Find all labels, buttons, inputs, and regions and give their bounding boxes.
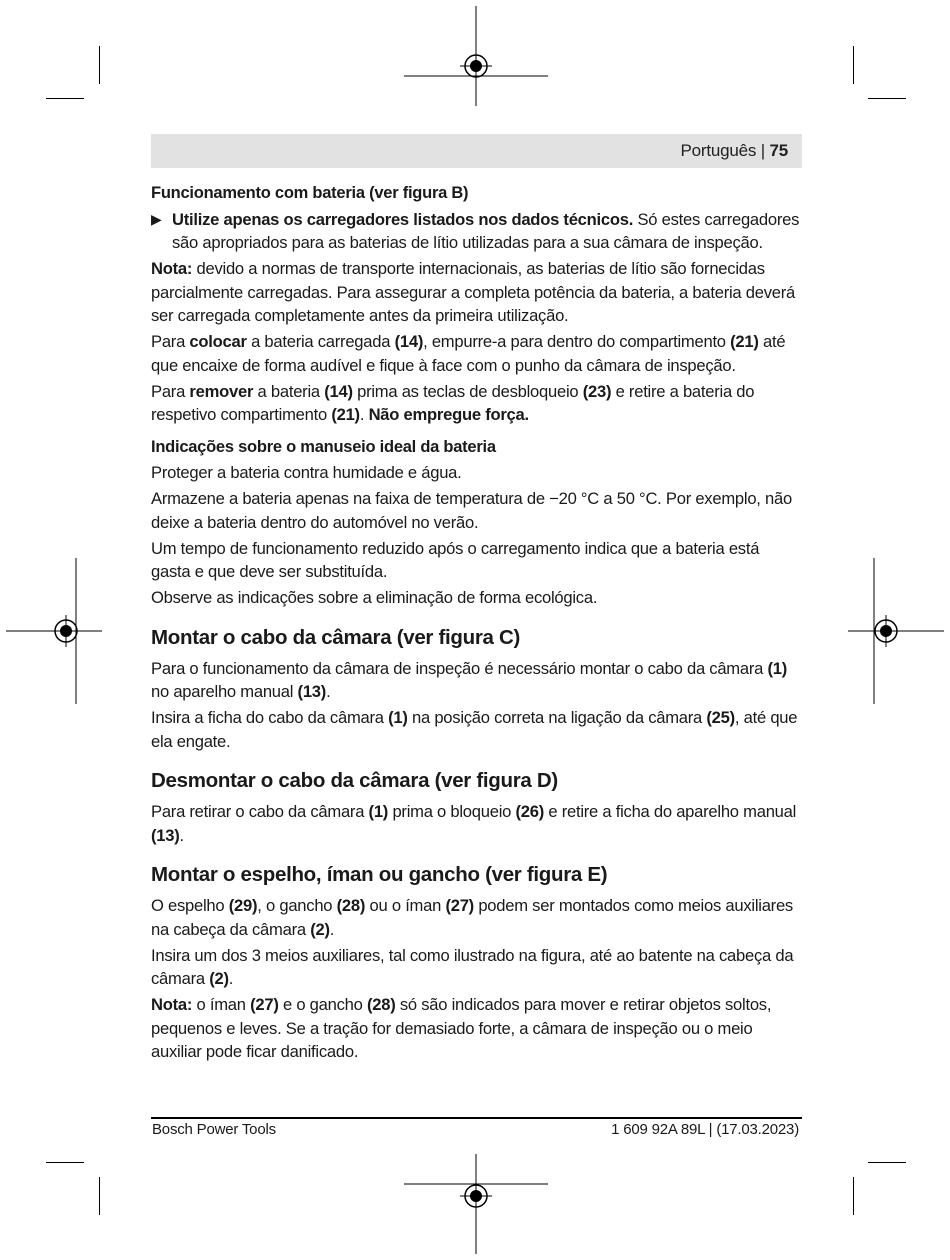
ref-number: (1): [388, 708, 408, 727]
text-run: .: [179, 825, 184, 845]
ref-number: (1): [368, 802, 389, 821]
insert-battery-paragraph: [151, 330, 802, 377]
bullet-text: Só estes carregadores são apropriados para as baterias de lítio utilizadas para a sua câmara de inspeção.: [172, 209, 800, 252]
paragraph: [151, 657, 802, 704]
header-label: [681, 141, 789, 161]
text-run: Para: [151, 332, 190, 351]
ref-number: (13): [297, 682, 327, 701]
crop-mark: [853, 1177, 854, 1215]
registration-mark-top: [396, 0, 556, 110]
text-run: no aparelho manual: [151, 682, 298, 701]
section-heading: Montar o cabo da câmara (ver figura C): [151, 625, 521, 649]
ref-number: (14): [394, 332, 424, 351]
section-subheading: Indicações sobre o manuseio ideal da bateria: [151, 437, 496, 456]
note-label: Nota:: [151, 259, 193, 278]
paragraph: [151, 894, 802, 941]
registration-mark-right: [846, 556, 946, 706]
crop-mark: [868, 98, 906, 99]
ref-number: (26): [515, 802, 545, 821]
paragraph: [151, 944, 802, 991]
crop-mark: [99, 1177, 100, 1215]
text-run: a bateria carregada: [246, 332, 395, 351]
text-run-bold: remover: [189, 381, 254, 401]
page-number: 75: [769, 141, 788, 160]
paragraph: [151, 800, 802, 847]
text-run: e retire a bateria do respetivo compartimento: [151, 381, 755, 424]
text-run: , empurre-a para dentro do compartimento: [423, 332, 731, 351]
paragraph: Proteger a bateria contra humidade e água.: [151, 463, 462, 482]
ref-number: (28): [366, 995, 396, 1014]
text-run: e retire a ficha do aparelho manual: [544, 802, 797, 821]
text-run: na posição correta na ligação da câmara: [407, 708, 707, 727]
text-run: prima o bloqueio: [388, 802, 516, 821]
ref-number: (27): [250, 995, 279, 1014]
text-run: prima as teclas de desbloqueio: [352, 381, 583, 401]
ref-number: (14): [324, 381, 353, 401]
warning-text: Não empregue força.: [368, 405, 529, 424]
bullet-triangle-icon: ▶: [151, 210, 162, 227]
ref-number: (29): [228, 896, 258, 915]
paragraph: Um tempo de funcionamento reduzido após o carregamento indica que a bateria está gasta e que deve ser substituída.: [151, 538, 760, 581]
crop-mark: [868, 1162, 906, 1163]
text-run: , até que ela engate.: [151, 708, 798, 751]
ref-number: (23): [582, 381, 612, 401]
note-paragraph: [151, 993, 802, 1064]
text-run: .: [359, 405, 369, 424]
section-heading: Montar o espelho, íman ou gancho (ver figura E): [151, 863, 608, 886]
text-run: .: [326, 682, 331, 701]
text-run: Insira a ficha do cabo da câmara: [151, 708, 389, 727]
header-separator: |: [760, 141, 765, 160]
footer-brand: Bosch Power Tools: [152, 1121, 276, 1138]
ref-number: (2): [310, 919, 330, 939]
safety-bullet: [151, 208, 802, 255]
text-run: O espelho: [151, 896, 229, 915]
text-run: a bateria: [253, 381, 325, 401]
text-run: .: [228, 969, 234, 988]
crop-mark: [46, 98, 84, 99]
text-run: Insira um dos 3 meios auxiliares, tal como ilustrado na figura, até ao batente na cabeça da câmara: [151, 945, 794, 988]
note-label: Nota:: [151, 995, 193, 1014]
footer-doc-number: 1 609 92A 89L | (17.03.2023): [611, 1121, 799, 1138]
header-language: Português: [680, 141, 757, 160]
text-run: e o gancho: [278, 995, 367, 1014]
paragraph: Observe as indicações sobre a eliminação de forma ecológica.: [151, 588, 598, 607]
ref-number: (25): [706, 708, 735, 727]
remove-battery-paragraph: [151, 380, 802, 427]
note-text: devido a normas de transporte internacionais, as baterias de lítio são fornecidas parcialmente carregadas. Para assegurar a completa potência da bateria, a bateria deverá ser carregada completamente antes da primeira utilização.: [151, 259, 795, 325]
bullet-bold-text: Utilize apenas os carregadores listados nos dados técnicos.: [172, 209, 634, 229]
ref-number: (13): [151, 825, 180, 845]
crop-mark: [46, 1162, 84, 1163]
registration-mark-left: [4, 556, 104, 706]
crop-mark: [99, 46, 100, 84]
ref-number: (28): [336, 896, 366, 915]
section-subheading: Funcionamento com bateria (ver figura B): [151, 184, 469, 202]
text-run: Para: [151, 381, 190, 401]
ref-number: (21): [730, 332, 759, 351]
text-run: o íman: [192, 995, 251, 1014]
ref-number: (1): [767, 658, 788, 678]
ref-number: (21): [331, 405, 360, 424]
text-run: Para o funcionamento da câmara de inspeção é necessário montar o cabo da câmara: [151, 658, 768, 678]
ref-number: (2): [209, 969, 229, 988]
note-paragraph: [151, 257, 802, 328]
text-run: ou o íman: [365, 896, 446, 915]
text-run: Para retirar o cabo da câmara: [151, 802, 369, 821]
text-run: , o gancho: [257, 896, 337, 915]
page-header: [151, 134, 802, 168]
footer-rule: [151, 1117, 802, 1119]
section-heading: Desmontar o cabo da câmara (ver figura D): [151, 769, 558, 792]
text-run: .: [329, 919, 335, 939]
text-run-bold: colocar: [189, 332, 247, 351]
paragraph: [151, 706, 802, 753]
text-run: só são indicados para mover e retirar objetos soltos, pequenos e leves. Se a tração for demasiado forte, a câmara de inspeção ou o meio auxiliar pode ficar danificado.: [151, 995, 772, 1061]
page-content: [151, 182, 802, 1066]
ref-number: (27): [445, 896, 474, 915]
registration-mark-bottom: [396, 1150, 556, 1260]
text-run: podem ser montados como meios auxiliares na cabeça da câmara: [151, 896, 793, 939]
paragraph: Armazene a bateria apenas na faixa de temperatura de −20 °C a 50 °C. Por exemplo, não deixe a bateria dentro do automóvel no verão.: [151, 489, 792, 532]
crop-mark: [853, 46, 854, 84]
text-run: até que encaixe de forma audível e fique à face com o punho da câmara de inspeção.: [151, 332, 786, 375]
